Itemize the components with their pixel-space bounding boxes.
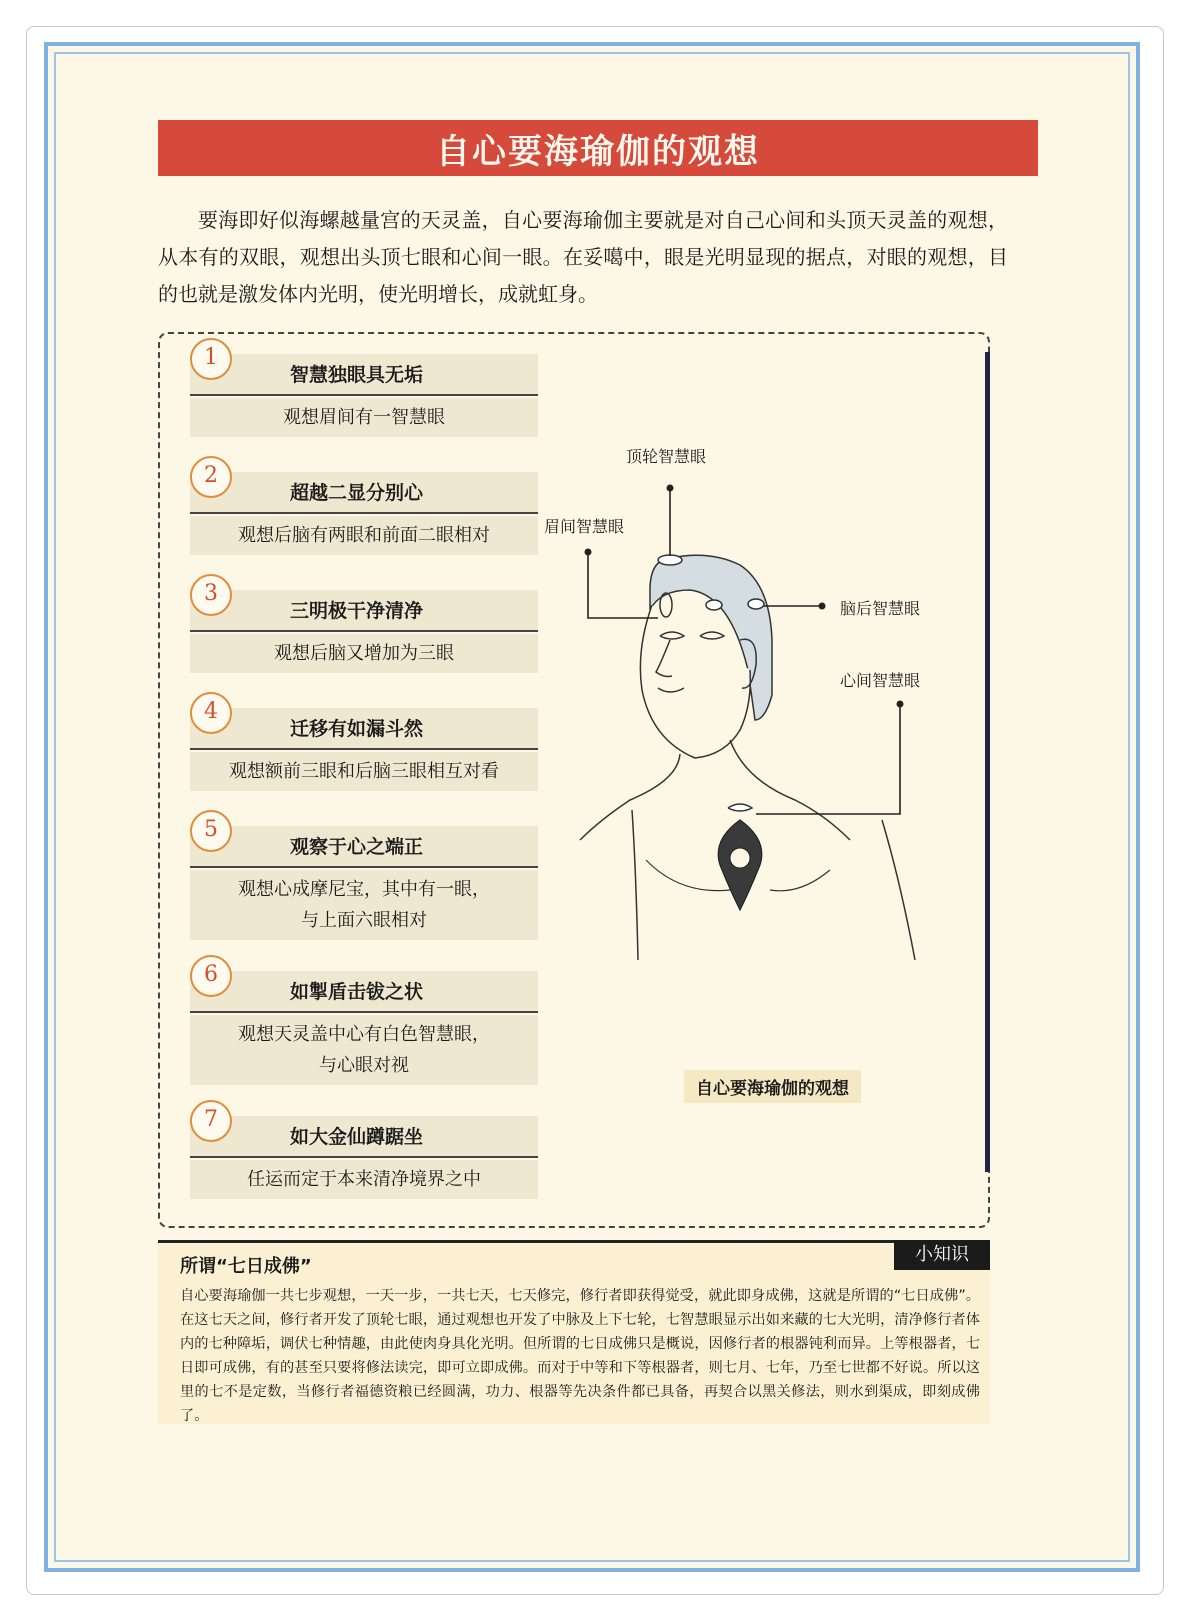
step-title: 迁移有如漏斗然 (290, 718, 424, 740)
meditation-figure (544, 440, 980, 1020)
step-number-badge: 5 (190, 810, 232, 852)
knowledge-text: 自心要海瑜伽一共七步观想，一天一步，一共七天，七天修完，修行者即获得觉受，就此即身成佛，这就是所谓的“七日成佛”。在这七天之间，修行者开发了顶轮七眼，通过观想也开发了中脉及上下七轮，七智慧眼显示出如来藏的七大光明，清净修行者体内的七种障垢，调伏七种情趣，由此使肉身具化光明。但所谓的七日成佛只是概说，因修行者的根器钝利而异。上等根器者，七日即可成佛，有的甚至只要将修法读完，即可立即成佛。而对于中等和下等根器者，则七月、七年，乃至七世都不好说。所以这里的七不是定数，当修行者福德资粮已经圆满，功力、根器等先决条件都已具备，再契合以黑关修法，则水到渠成，即刻成佛了。 (180, 1288, 980, 1424)
step-desc-line: 观想后脑又增加为三眼 (274, 643, 454, 664)
step-header (190, 826, 538, 868)
step-desc-line: 观想额前三眼和后脑三眼相互对看 (229, 761, 499, 782)
step-title: 超越二显分别心 (290, 482, 424, 504)
step-desc-line: 与心眼对视 (319, 1055, 409, 1076)
step-number-badge: 6 (190, 955, 232, 997)
brow-wisdom-eye (660, 593, 672, 617)
right-shoulder (730, 740, 850, 840)
step-title: 如掣盾击钹之状 (290, 981, 424, 1003)
right-eye (700, 632, 724, 639)
intro-paragraph: 要海即好似海螺越量宫的天灵盖，自心要海瑜伽主要就是对自己心间和头顶天灵盖的观想，从本有的双眼，观想出头顶七眼和心间一眼。在妥噶中，眼是光明显现的据点，对眼的观想，目的也就是激发体内光明，使光明增长，成就虹身。 (158, 208, 1008, 306)
step-number-badge: 2 (190, 456, 232, 498)
step-number-badge: 3 (190, 574, 232, 616)
step-title: 智慧独眼具无垢 (290, 364, 424, 386)
label-crown-eye: 顶轮智慧眼 (626, 447, 707, 466)
step-header (190, 472, 538, 514)
step-description (190, 634, 538, 673)
step-desc-line: 与上面六眼相对 (301, 910, 427, 931)
step-desc-line: 任运而定于本来清净境界之中 (247, 1169, 481, 1190)
step-description (190, 1160, 538, 1199)
step-number-badge: 4 (190, 692, 232, 734)
step-desc-line: 观想天灵盖中心有白色智慧眼， (238, 1024, 490, 1045)
step-description (190, 516, 538, 555)
step-desc-line: 观想心成摩尼宝，其中有一眼， (238, 879, 490, 900)
brow-pointer-line (588, 552, 658, 618)
temple-wisdom-eye (706, 600, 722, 610)
label-brow-eye: 眉间智慧眼 (544, 517, 625, 536)
jewel-center (730, 848, 750, 868)
step-title: 三明极干净清净 (290, 600, 424, 622)
title-banner (158, 120, 1038, 176)
right-arm (882, 820, 915, 960)
back-wisdom-eye (748, 599, 764, 609)
step-description (190, 870, 538, 940)
crown-wisdom-eye (658, 555, 682, 565)
heart-pointer-line (756, 704, 900, 814)
step-description (190, 752, 538, 791)
chest-line-left (646, 860, 730, 891)
page-title: 自心要海瑜伽的观想 (436, 131, 760, 172)
step-header (190, 354, 538, 396)
step-desc-line: 观想眉间有一智慧眼 (283, 407, 445, 428)
step-desc-line: 观想后脑有两眼和前面二眼相对 (238, 525, 490, 546)
step-header (190, 708, 538, 750)
heart-wisdom-eye (728, 804, 752, 811)
step-number-badge: 7 (190, 1100, 232, 1142)
step-header (190, 1116, 538, 1158)
step-header (190, 590, 538, 632)
left-shoulder (580, 754, 680, 840)
left-arm (632, 810, 638, 960)
step-title: 观察于心之端正 (290, 836, 424, 858)
knowledge-top-rule (158, 1240, 990, 1243)
knowledge-tag: 小知识 (894, 1240, 990, 1270)
step-title: 如大金仙蹲踞坐 (290, 1126, 424, 1148)
step-number-badge: 1 (190, 338, 232, 380)
step-description (190, 1015, 538, 1085)
figure-caption: 自心要海瑜伽的观想 (684, 1070, 861, 1103)
chest-line-right (770, 870, 830, 891)
label-back-eye: 脑后智慧眼 (840, 599, 921, 618)
label-heart-eye: 心间智慧眼 (840, 671, 921, 690)
step-header (190, 971, 538, 1013)
knowledge-title: 所谓“七日成佛” (180, 1256, 312, 1277)
step-description (190, 398, 538, 437)
